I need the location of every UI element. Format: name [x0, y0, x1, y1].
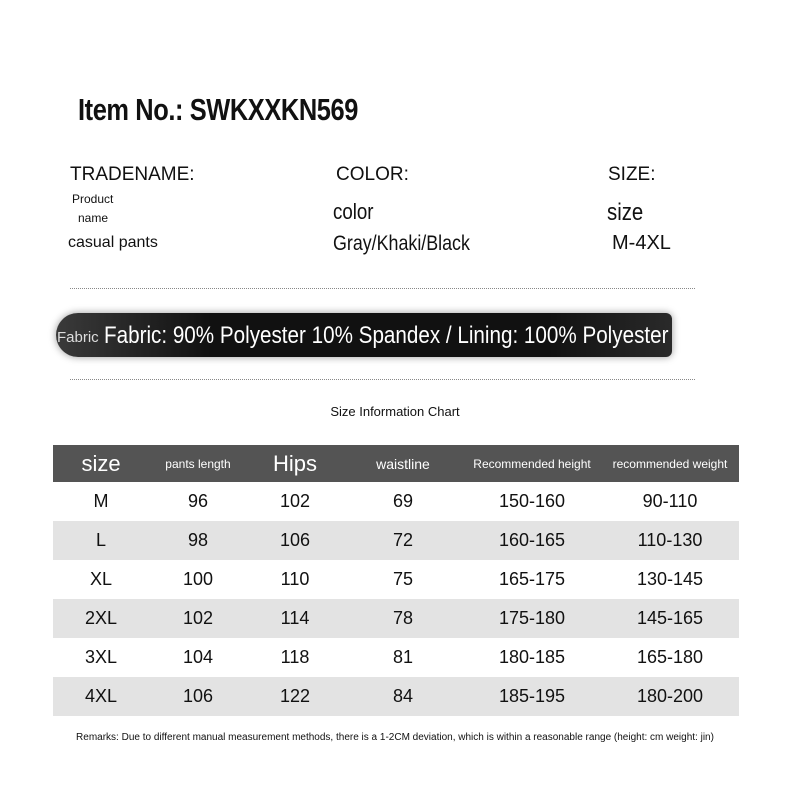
table-row [53, 521, 739, 560]
cell-hips: 110 [280, 569, 310, 589]
cell-weight: 145-165 [601, 599, 739, 638]
size-label: SIZE: [608, 164, 656, 185]
table-row [53, 599, 739, 638]
item-number-title: Item No.: SWKXXKN569 [78, 92, 358, 127]
cell-waistline: 78 [343, 599, 463, 638]
cell-height: 185-195 [463, 677, 601, 716]
header-pants-length: pants length [149, 445, 247, 482]
tradename-label: TRADENAME: [70, 164, 195, 185]
size-chart-title: Size Information Chart [330, 404, 460, 419]
cell-weight: 110-130 [601, 521, 739, 560]
color-sub: color [333, 199, 374, 224]
cell-pants-length: 102 [149, 599, 247, 638]
color-value: Gray/Khaki/Black [333, 232, 470, 255]
fabric-text: Fabric: 90% Polyester 10% Spandex / Lining: 100% Polyester [104, 322, 669, 349]
table-header-row [53, 445, 739, 482]
divider-top [70, 288, 695, 289]
cell-pants-length: 100 [182, 569, 214, 589]
cell-weight: 130-145 [636, 569, 704, 589]
table-row [53, 638, 739, 677]
cell-waistline: 72 [343, 521, 463, 560]
cell-hips: 102 [279, 491, 311, 511]
cell-weight: 180-200 [601, 677, 739, 716]
cell-height: 160-165 [463, 521, 601, 560]
cell-hips: 118 [280, 647, 310, 667]
cell-weight: 165-180 [636, 647, 704, 667]
header-size: size [53, 445, 149, 482]
cell-hips: 122 [247, 677, 343, 716]
color-label: COLOR: [336, 164, 409, 185]
table-row [53, 482, 739, 521]
cell-hips: 106 [247, 521, 343, 560]
cell-size: M [93, 491, 109, 511]
cell-size: L [53, 521, 149, 560]
cell-size: 3XL [84, 647, 118, 667]
size-value: M-4XL [612, 232, 671, 254]
tradename-value: casual pants [68, 234, 158, 251]
table-row [53, 677, 739, 716]
cell-pants-length: 98 [149, 521, 247, 560]
cell-weight: 90-110 [642, 491, 698, 511]
cell-waistline: 75 [392, 569, 414, 589]
header-recommended-weight: recommended weight [601, 445, 739, 482]
cell-pants-length: 104 [182, 647, 214, 667]
divider-bottom [70, 379, 695, 380]
cell-pants-length: 106 [149, 677, 247, 716]
table-row [53, 560, 739, 599]
fabric-tag: Fabric [57, 329, 99, 346]
cell-height: 150-160 [498, 491, 566, 511]
cell-height: 180-185 [498, 647, 566, 667]
cell-waistline: 69 [392, 491, 414, 511]
cell-height: 175-180 [463, 599, 601, 638]
cell-waistline: 84 [343, 677, 463, 716]
cell-pants-length: 96 [187, 491, 209, 511]
size-sub: size [607, 199, 644, 226]
header-waistline: waistline [343, 445, 463, 482]
size-table [53, 445, 739, 716]
cell-height: 165-175 [498, 569, 566, 589]
product-name-sub1: Product [72, 192, 114, 206]
cell-size: 4XL [53, 677, 149, 716]
remarks-note: Remarks: Due to different manual measurement methods, there is a 1-2CM deviation, which is within a reasonable range (height: cm weight: jin) [76, 732, 714, 743]
cell-waistline: 81 [392, 647, 414, 667]
product-name-sub2: name [78, 211, 109, 225]
header-hips: Hips [247, 445, 343, 482]
cell-size: XL [89, 569, 113, 589]
header-recommended-height: Recommended height [463, 445, 601, 482]
cell-hips: 114 [247, 599, 343, 638]
cell-size: 2XL [53, 599, 149, 638]
